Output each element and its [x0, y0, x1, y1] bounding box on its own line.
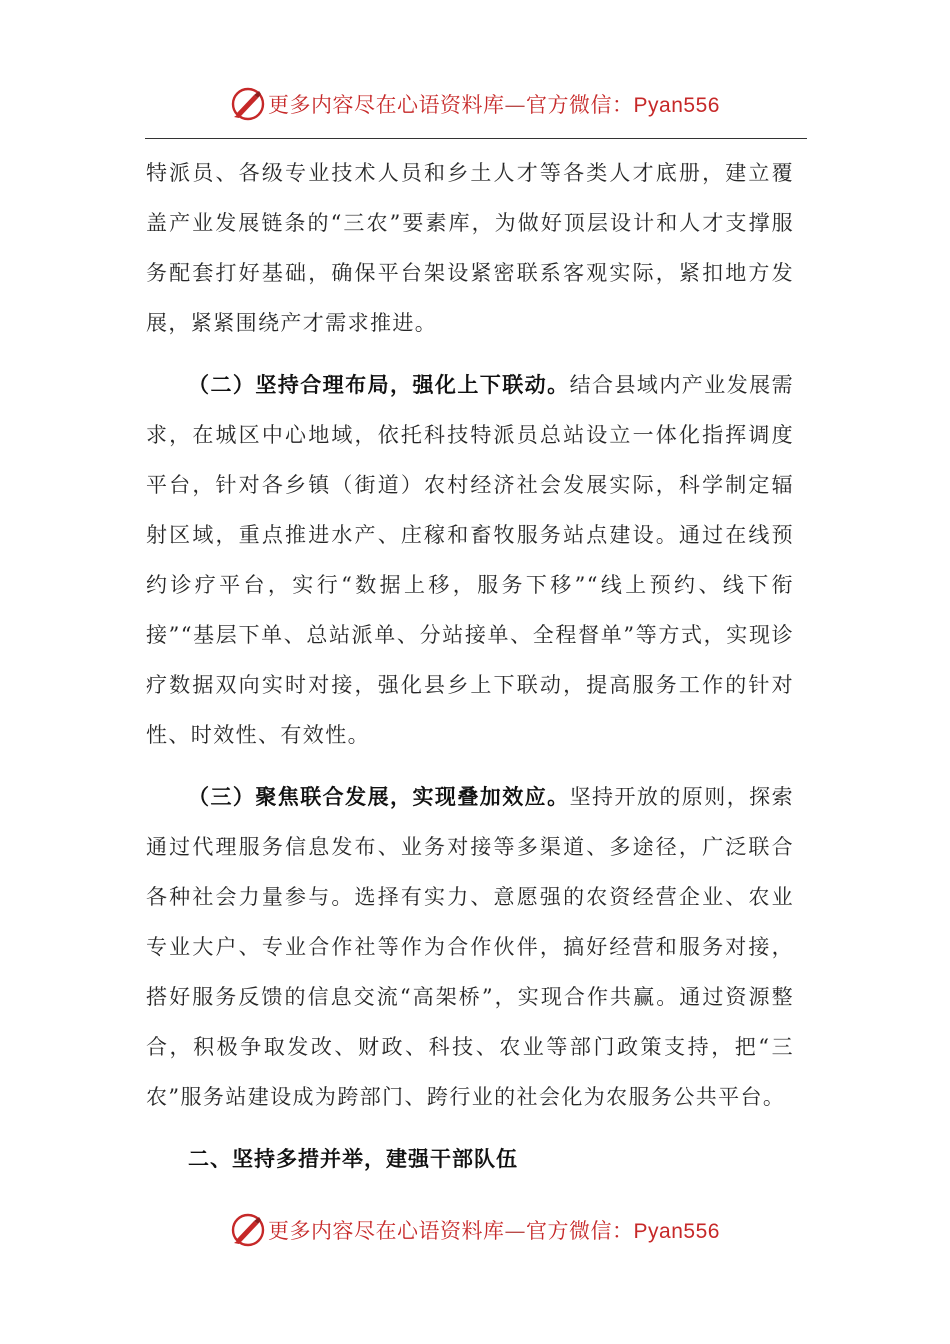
section-paragraph-2 [146, 360, 794, 760]
banner-text: 更多内容尽在心语资料库—官方微信：Pyan556 [268, 93, 720, 117]
section-lead-2: （二）坚持合理布局，强化上下联动。 [188, 373, 570, 397]
pen-logo-icon [230, 1212, 266, 1248]
header-divider [145, 138, 807, 139]
intro-paragraph: 特派员、各级专业技术人员和乡土人才等各类人才底册，建立覆盖产业发展链条的“三农”要素库，为做好顶层设计和人才支撑服务配套打好基础，确保平台架设紧密联系客观实际，紧扣地方发展，紧紧围绕产才需求推进。 [146, 161, 794, 335]
section-heading: 二、坚持多措并举，建强干部队伍 [188, 1147, 518, 1171]
footer-banner [0, 1210, 950, 1250]
section-text-2: 结合县域内产业发展需求，在城区中心地域，依托科技特派员总站设立一体化指挥调度平台，针对各乡镇（街道）农村经济社会发展实际，科学制定辐射区域，重点推进水产、庄稼和畜牧服务站点建设。通过在线预约诊疗平台，实行“数据上移，服务下移”“线上预约、线下衔接”“基层下单、总站派单、分站接单、全程督单”等方式，实现诊疗数据双向实时对接，强化县乡上下联动，提高服务工作的针对性、时效性、有效性。 [146, 373, 794, 747]
section-text-3: 坚持开放的原则，探索通过代理服务信息发布、业务对接等多渠道、多途径，广泛联合各种社会力量参与。选择有实力、意愿强的农资经营企业、农业专业大户、专业合作社等作为合作伙伴，搞好经营和服务对接，搭好服务反馈的信息交流“高架桥”，实现合作共赢。通过资源整合，积极争取发改、财政、科技、农业等部门政策支持，把“三农”服务站建设成为跨部门、跨行业的社会化为农服务公共平台。 [146, 785, 794, 1109]
header-banner [0, 84, 950, 124]
document-body [146, 148, 794, 1184]
pen-logo-icon [230, 86, 266, 122]
section-lead-3: （三）聚焦联合发展，实现叠加效应。 [188, 785, 570, 809]
banner-text: 更多内容尽在心语资料库—官方微信：Pyan556 [268, 1219, 720, 1243]
section-paragraph-3 [146, 772, 794, 1122]
